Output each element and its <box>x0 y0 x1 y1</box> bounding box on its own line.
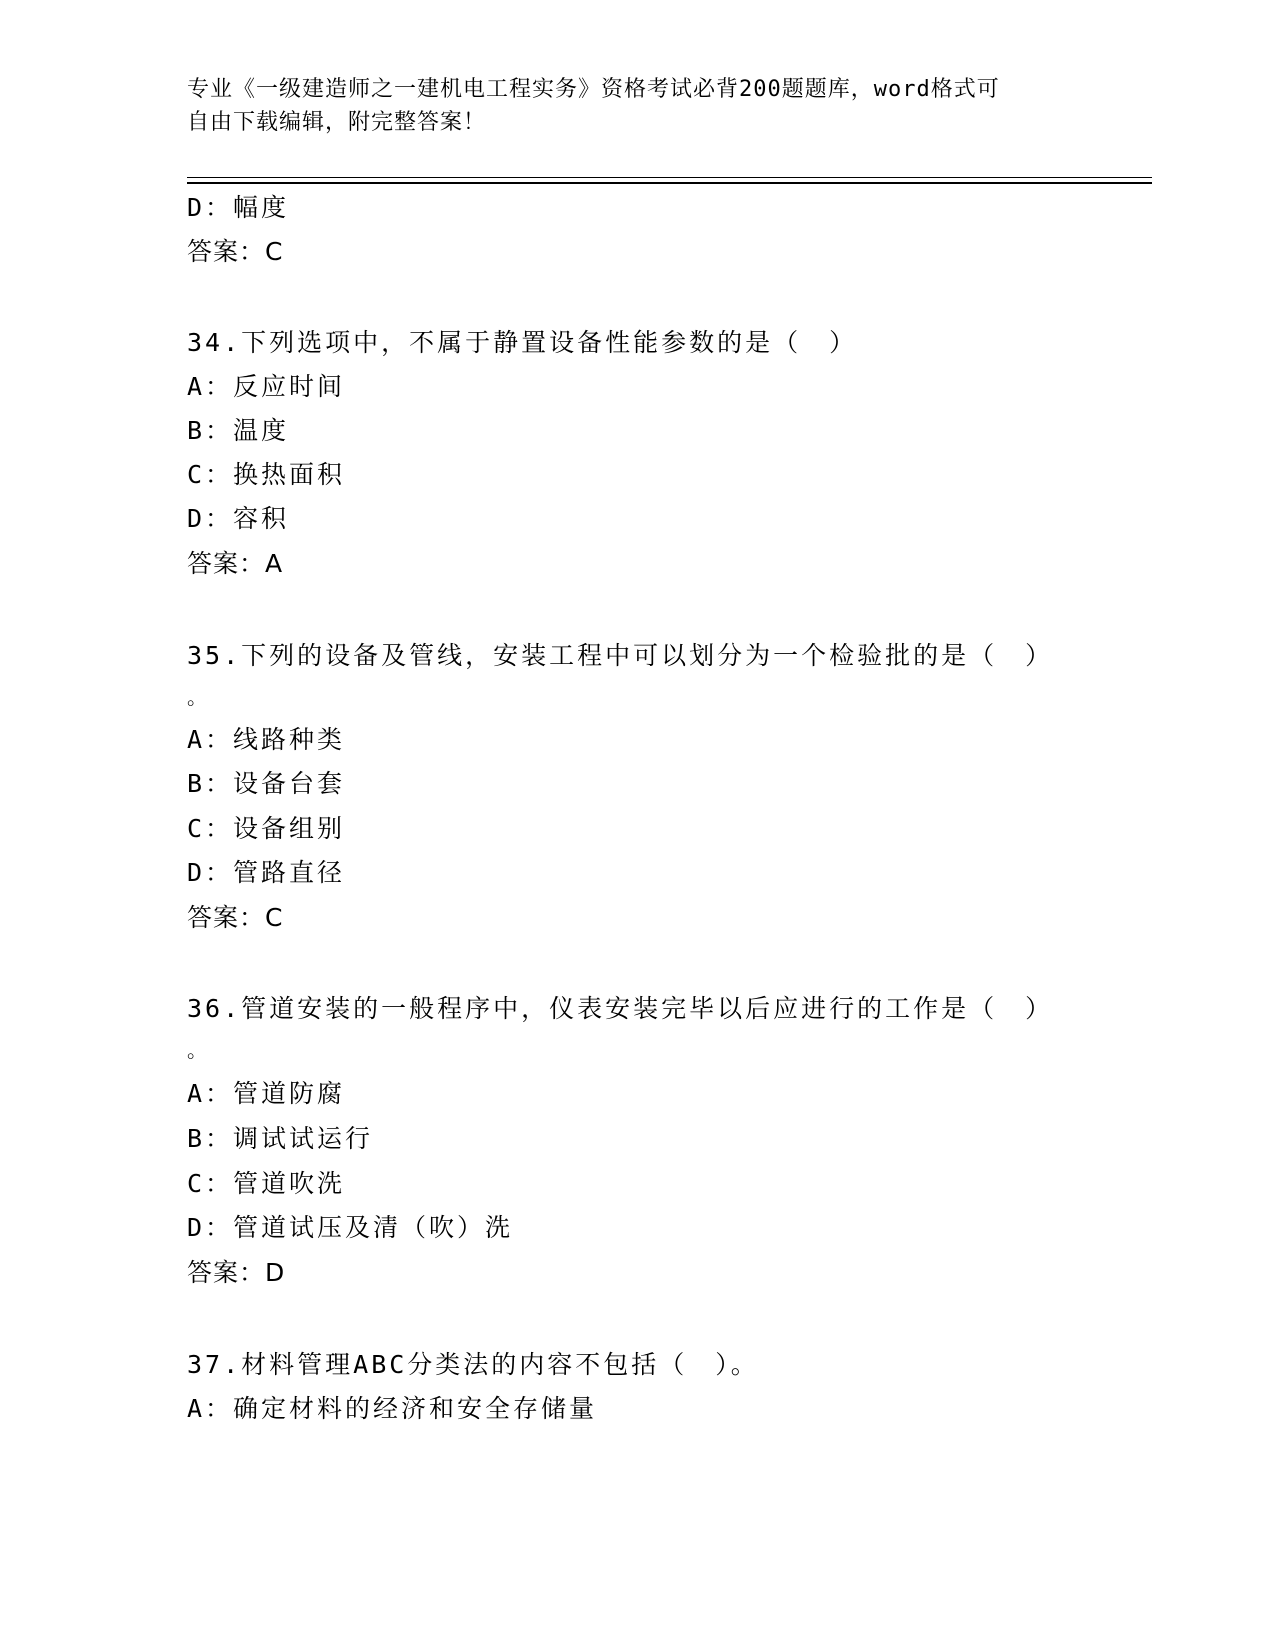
question-34-option-d: D：容积 <box>187 504 290 533</box>
question-36-option-c: C：管道吹洗 <box>187 1169 346 1198</box>
question-34-option-c: C：换热面积 <box>187 460 346 489</box>
carryover-answer: 答案：C <box>187 237 284 266</box>
question-36-continuation: 。 <box>187 1038 210 1062</box>
question-35-option-c: C：设备组别 <box>187 814 346 843</box>
question-35-option-b: B：设备台套 <box>187 769 346 798</box>
header-line-2: 自由下载编辑，附完整答案！ <box>187 110 487 135</box>
header-divider-top <box>187 177 1152 178</box>
carryover-option-d: D：幅度 <box>187 193 290 222</box>
header-divider-bottom <box>187 182 1152 184</box>
question-34-option-a: A：反应时间 <box>187 372 346 401</box>
question-36-answer: 答案：D <box>187 1258 286 1287</box>
header-line-1: 专业《一级建造师之一建机电工程实务》资格考试必背200题题库，word格式可 <box>187 77 1000 102</box>
question-35-option-a: A：线路种类 <box>187 725 346 754</box>
question-36-option-b: B：调试试运行 <box>187 1124 374 1153</box>
question-35-continuation: 。 <box>187 685 210 709</box>
question-37-option-a: A：确定材料的经济和安全存储量 <box>187 1394 598 1423</box>
question-36-stem: 36.管道安装的一般程序中，仪表安装完毕以后应进行的工作是（ ） <box>187 994 1054 1023</box>
question-36-option-a: A：管道防腐 <box>187 1079 346 1108</box>
question-34-option-b: B：温度 <box>187 416 290 445</box>
document-header <box>187 73 1077 139</box>
question-35-answer: 答案：C <box>187 903 284 932</box>
question-34-stem: 34.下列选项中，不属于静置设备性能参数的是（ ） <box>187 328 858 357</box>
question-35-option-d: D：管路直径 <box>187 858 346 887</box>
question-34-answer: 答案：A <box>187 549 284 578</box>
question-36-option-d: D：管道试压及清（吹）洗 <box>187 1213 514 1242</box>
question-35-stem: 35.下列的设备及管线，安装工程中可以划分为一个检验批的是（ ） <box>187 641 1054 670</box>
question-37-stem: 37.材料管理ABC分类法的内容不包括（ ）。 <box>187 1350 759 1379</box>
